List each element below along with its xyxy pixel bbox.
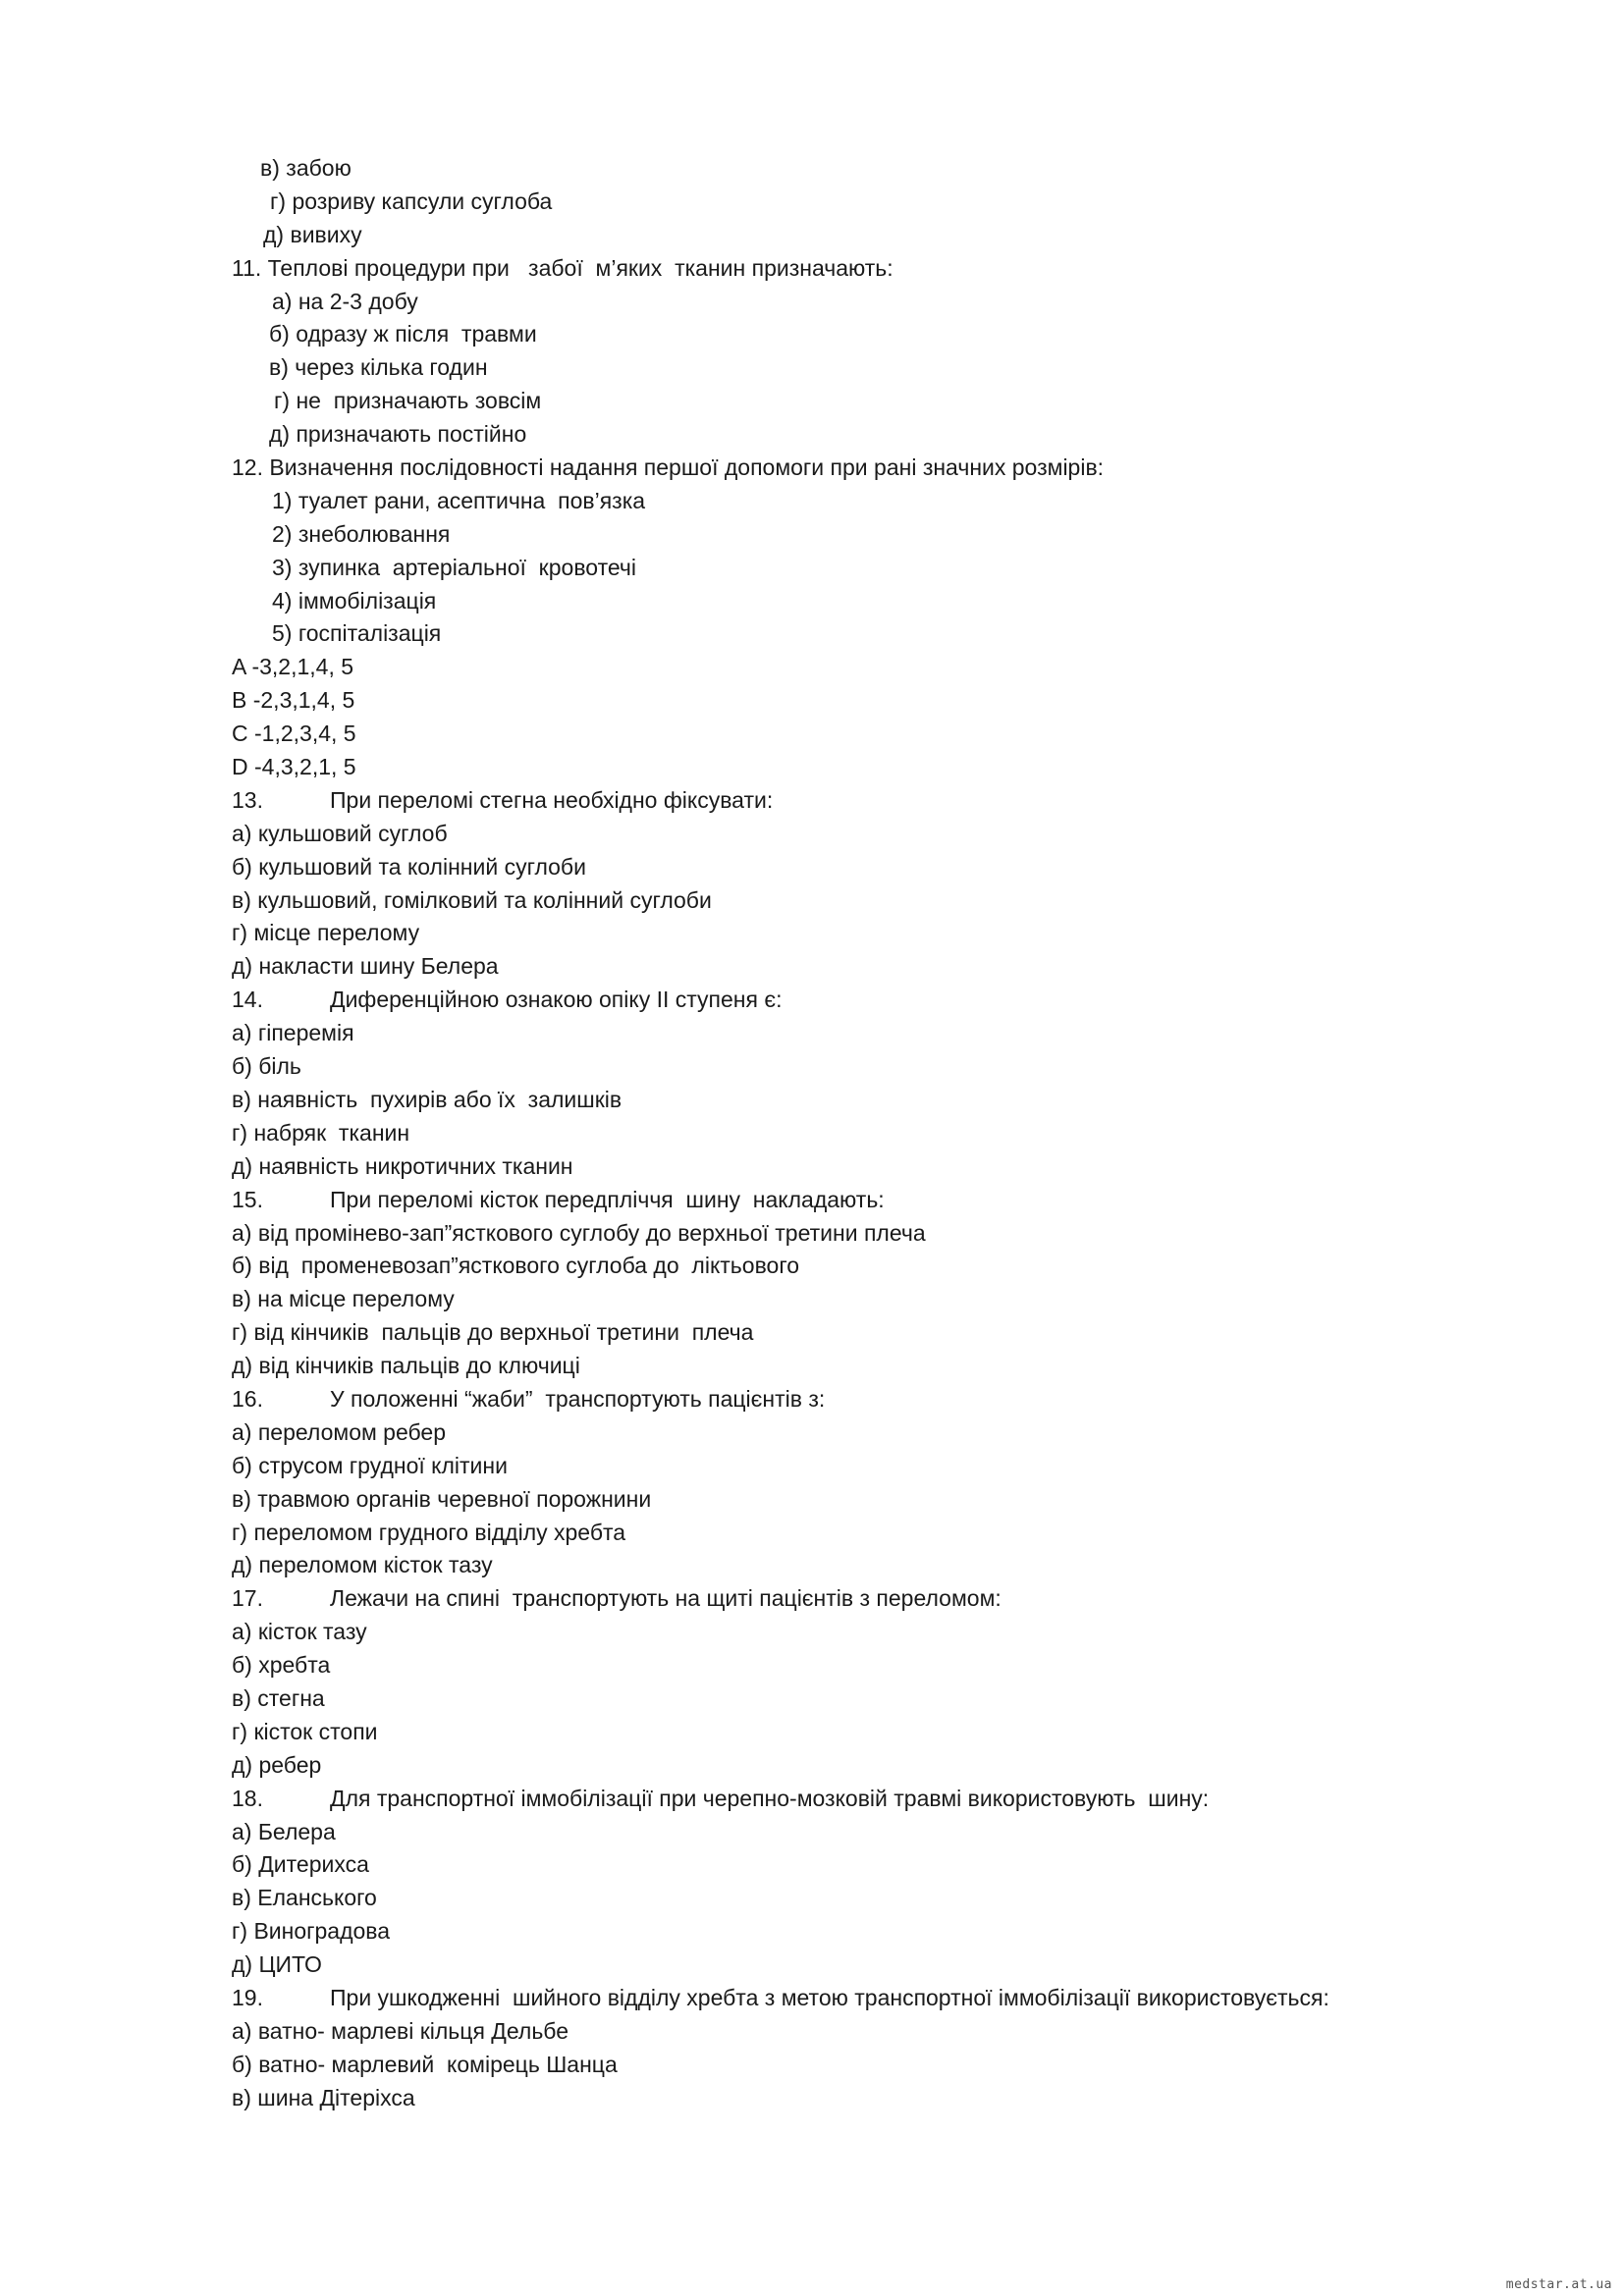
line-text: г) розриву капсули суглоба [270,187,553,214]
line-text: Лежачи на спині транспортують на щиті пацієнтів з переломом: [330,1585,1001,1612]
line-text: б) струсом грудної клітини [232,1452,508,1478]
line-text: б) хребта [232,1652,331,1679]
question-number: 18. [232,1785,263,1811]
question-line [0,1783,1624,1816]
text-line [0,718,1624,751]
text-line [0,1084,1624,1117]
watermark-url: medstar.at.ua [1505,2277,1612,2292]
line-text: а) Белера [232,1818,336,1844]
line-text: г) набряк тканин [232,1119,410,1146]
text-line [0,1350,1624,1383]
question-line [0,1383,1624,1416]
question-number: 19. [232,1984,263,2010]
line-text: д) ЦИТО [232,1951,322,1978]
line-text: б) біль [232,1053,301,1080]
line-text: в) забою [260,155,352,181]
text-line [0,1848,1624,1882]
line-text: г) Виноградова [232,1918,391,1945]
line-text: При переломі стегна необхідно фіксувати: [330,786,774,813]
line-text: д) від кінчиків пальців до ключиці [232,1353,580,1379]
question-line [0,1184,1624,1217]
line-text: 2) знеболювання [272,520,451,547]
text-line [0,1549,1624,1582]
text-line [0,617,1624,651]
text-line [0,1217,1624,1251]
text-line [0,1017,1624,1050]
text-line [0,485,1624,518]
line-text: Для транспортної іммобілізації при черепно-мозковій травмі використовують шину: [330,1785,1210,1811]
text-line [0,286,1624,319]
line-text: г) переломом грудного відділу хребта [232,1519,626,1545]
text-line [0,1882,1624,1915]
text-line [0,219,1624,252]
text-line [0,252,1624,286]
text-line [0,884,1624,918]
text-line [0,552,1624,585]
question-line [0,784,1624,818]
text-line [0,1483,1624,1517]
line-text: г) від кінчиків пальців до верхньої третини плеча [232,1319,754,1346]
text-line [0,318,1624,351]
line-text: д) вивиху [263,221,362,247]
question-number: 16. [232,1385,263,1412]
question-number: 14. [232,987,263,1013]
text-line [0,452,1624,485]
line-text: д) ребер [232,1751,322,1778]
line-text: в) Еланського [232,1885,377,1911]
text-line [0,1283,1624,1316]
text-line [0,1150,1624,1184]
text-line [0,152,1624,186]
question-line [0,1982,1624,2015]
line-text: 1) туалет рани, асептична пов’язка [272,487,646,513]
line-text: C -1,2,3,4, 5 [232,721,356,747]
text-line [0,418,1624,452]
question-number: 13. [232,786,263,813]
text-line [0,1250,1624,1283]
line-text: б) ватно- марлевий комірець Шанца [232,2051,618,2077]
line-text: а) від промінево-зап”ясткового суглобу до верхньої третини плеча [232,1219,926,1246]
question-number: 17. [232,1585,263,1612]
text-line [0,851,1624,884]
line-text: У положенні “жаби” транспортують пацієнтів з: [330,1385,826,1412]
text-line [0,684,1624,718]
line-text: д) наявність никротичних тканин [232,1152,573,1179]
text-line [0,1816,1624,1849]
text-line [0,651,1624,684]
line-text: 3) зупинка артеріальної кровотечі [272,554,636,580]
line-text: B -2,3,1,4, 5 [232,687,355,714]
text-line [0,1749,1624,1783]
line-text: 5) госпіталізація [272,620,442,647]
text-line [0,1117,1624,1150]
line-text: а) кульшовий суглоб [232,820,448,846]
text-line [0,1416,1624,1450]
line-text: а) переломом ребер [232,1418,447,1445]
text-line [0,1316,1624,1350]
line-text: 4) іммобілізація [272,587,437,614]
line-text: в) стегна [232,1684,325,1711]
text-line [0,1716,1624,1749]
text-line [0,518,1624,552]
line-text: в) через кілька годин [269,354,488,381]
text-line [0,1517,1624,1550]
text-line [0,1616,1624,1649]
line-text: Диференційною ознакою опіку ІІ ступеня є: [330,987,783,1013]
text-line [0,186,1624,219]
text-line [0,818,1624,851]
text-line [0,2082,1624,2115]
text-line [0,1949,1624,1982]
line-text: в) шина Дітеріхса [232,2084,415,2110]
question-number: 15. [232,1186,263,1212]
line-text: д) призначають постійно [269,421,527,448]
line-text: При переломі кісток передпліччя шину накладають: [330,1186,885,1212]
line-text: а) ватно- марлеві кільця Дельбе [232,2017,569,2044]
line-text: б) Дитерихса [232,1851,369,1878]
line-text: 11. Теплові процедури при забої м’яких тканин призначають: [232,254,893,281]
text-line [0,1050,1624,1084]
text-line [0,950,1624,984]
line-text: б) одразу ж після травми [269,321,537,347]
line-text: в) на місце перелому [232,1286,455,1312]
question-line [0,1582,1624,1616]
line-text: в) травмою органів черевної порожнини [232,1485,652,1512]
line-text: D -4,3,2,1, 5 [232,754,356,780]
line-text: г) кісток стопи [232,1718,378,1744]
text-line [0,1450,1624,1483]
text-line [0,385,1624,418]
line-text: д) накласти шину Белера [232,953,499,980]
line-text: в) наявність пухирів або їх залишків [232,1086,623,1112]
line-text: в) кульшовий, гомілковий та колінний суглоби [232,886,712,913]
line-text: а) кісток тазу [232,1619,367,1645]
text-line [0,585,1624,618]
line-text: 12. Визначення послідовності надання першої допомоги при рані значних розмірів: [232,454,1105,481]
line-text: б) від променевозап”ясткового суглоба до ліктьового [232,1253,800,1279]
line-text: г) не призначають зовсім [274,388,542,414]
line-text: а) на 2-3 добу [272,288,418,314]
text-line [0,1682,1624,1716]
document-body [0,152,1624,2115]
text-line [0,917,1624,950]
question-line [0,984,1624,1017]
line-text: г) місце перелому [232,920,420,946]
line-text: б) кульшовий та колінний суглоби [232,853,586,880]
text-line [0,2015,1624,2049]
text-line [0,2049,1624,2082]
line-text: A -3,2,1,4, 5 [232,654,354,680]
line-text: д) переломом кісток тазу [232,1552,493,1578]
line-text: а) гіперемія [232,1020,354,1046]
text-line [0,351,1624,385]
text-line [0,751,1624,784]
line-text: При ушкодженні шийного відділу хребта з метою транспортної іммобілізації використовується: [330,1984,1329,2010]
text-line [0,1915,1624,1949]
text-line [0,1649,1624,1682]
